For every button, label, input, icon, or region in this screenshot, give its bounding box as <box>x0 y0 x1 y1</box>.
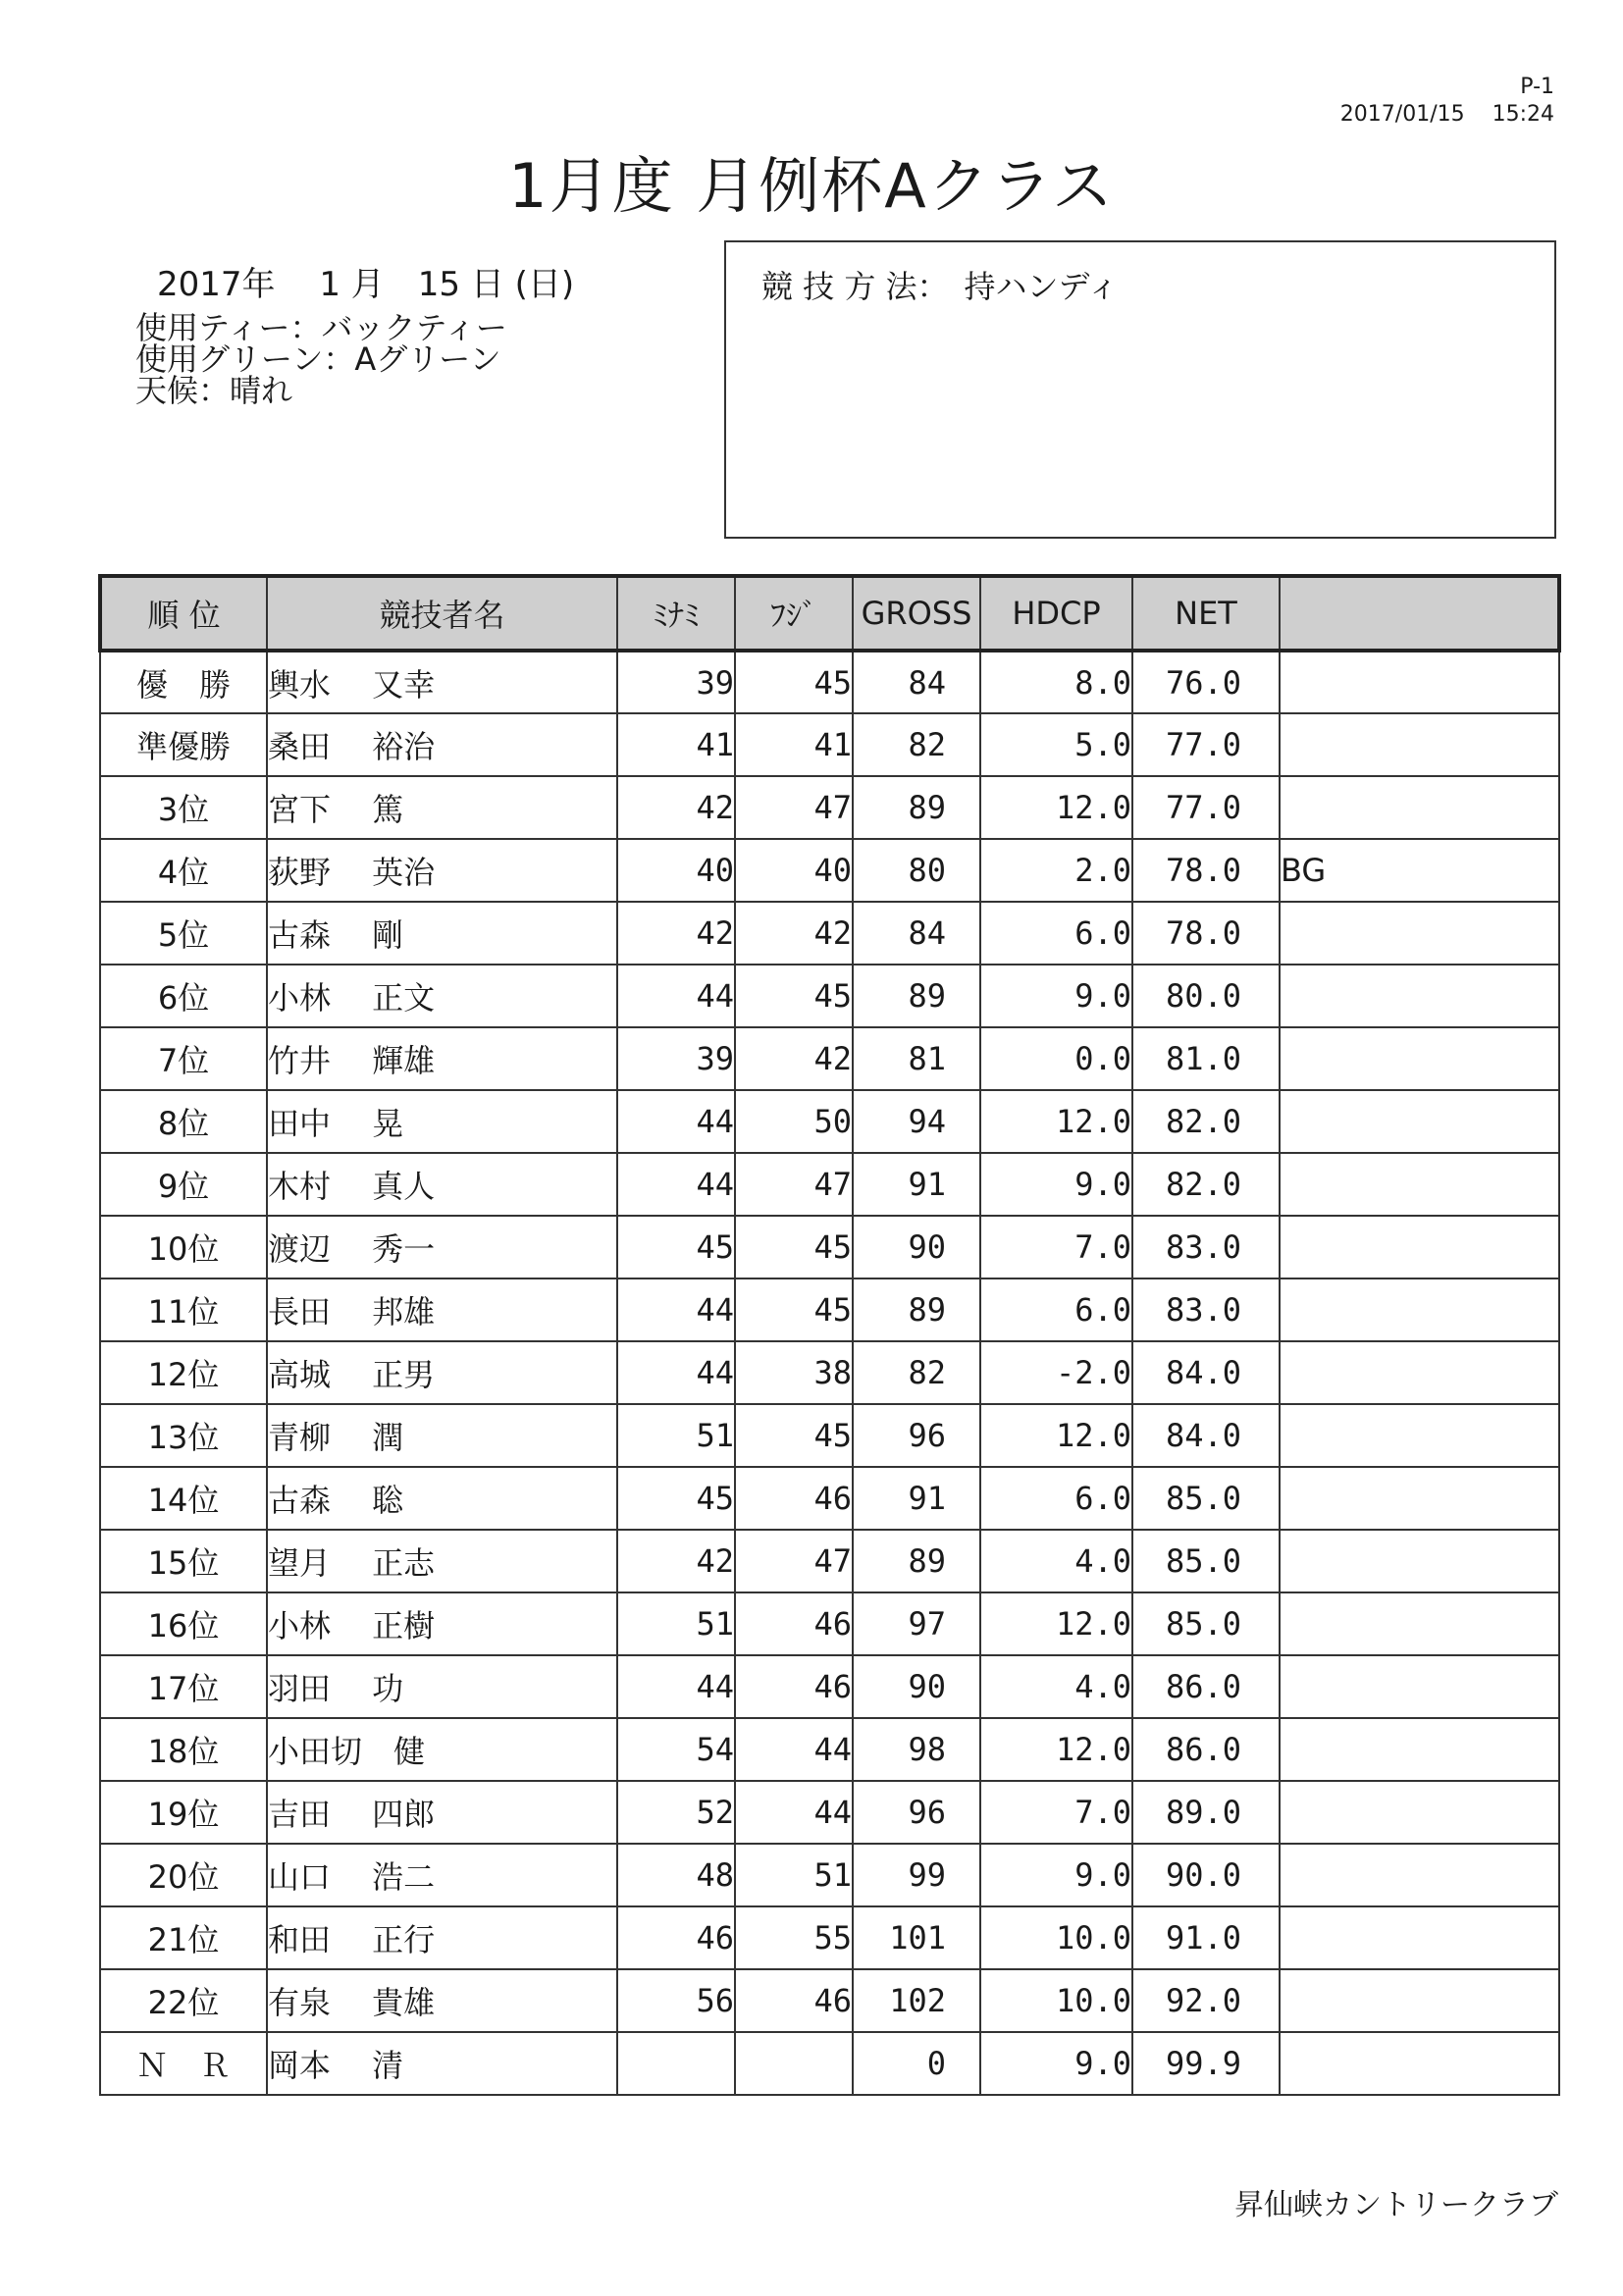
cell-gross: 96 <box>853 1781 980 1844</box>
cell-rank: 9位 <box>100 1153 267 1216</box>
print-time: 15:24 <box>1492 102 1554 127</box>
cell-player-name: 小林 正文 <box>267 965 617 1027</box>
header-note <box>1280 576 1559 651</box>
cell-player-name: 竹井 輝雄 <box>267 1027 617 1090</box>
print-date: 2017/01/15 <box>1339 102 1465 127</box>
table-row <box>100 1153 1559 1216</box>
cell-player-name: 輿水 又幸 <box>267 651 617 713</box>
cell-rank: 6位 <box>100 965 267 1027</box>
cell-gross: 89 <box>853 776 980 839</box>
cell-gross: 101 <box>853 1906 980 1969</box>
cell-gross: 89 <box>853 965 980 1027</box>
cell-player-name: 吉田 四郎 <box>267 1781 617 1844</box>
cell-minami: 45 <box>617 1467 735 1530</box>
cell-note <box>1280 1592 1559 1655</box>
weather-info: 天候：晴れ <box>135 372 293 409</box>
cell-note <box>1280 1844 1559 1906</box>
tee-info: 使用ティー：バックティー <box>135 309 507 346</box>
cell-gross: 82 <box>853 713 980 776</box>
cell-rank: 19位 <box>100 1781 267 1844</box>
green-info: 使用グリーン：Aグリーン <box>135 340 501 378</box>
cell-rank: 14位 <box>100 1467 267 1530</box>
table-row <box>100 965 1559 1027</box>
cell-minami: 42 <box>617 1530 735 1592</box>
cell-minami: 51 <box>617 1592 735 1655</box>
header-minami: ﾐﾅﾐ <box>617 576 735 651</box>
cell-rank: 3位 <box>100 776 267 839</box>
cell-net: 85.0 <box>1132 1467 1280 1530</box>
table-row <box>100 1027 1559 1090</box>
cell-minami: 39 <box>617 651 735 713</box>
cell-gross: 89 <box>853 1278 980 1341</box>
cell-hdcp: 10.0 <box>980 1906 1132 1969</box>
cell-minami <box>617 2032 735 2095</box>
cell-player-name: 長田 邦雄 <box>267 1278 617 1341</box>
header-fuji: ﾌｼﾞ <box>735 576 853 651</box>
cell-note <box>1280 965 1559 1027</box>
cell-gross: 98 <box>853 1718 980 1781</box>
cell-fuji: 44 <box>735 1718 853 1781</box>
table-row <box>100 1404 1559 1467</box>
cell-hdcp: 12.0 <box>980 1718 1132 1781</box>
cell-note <box>1280 713 1559 776</box>
table-row <box>100 713 1559 776</box>
cell-player-name: 羽田 功 <box>267 1655 617 1718</box>
cell-net: 90.0 <box>1132 1844 1280 1906</box>
cell-net: 78.0 <box>1132 839 1280 902</box>
cell-rank: 7位 <box>100 1027 267 1090</box>
cell-fuji: 46 <box>735 1969 853 2032</box>
cell-hdcp: 7.0 <box>980 1781 1132 1844</box>
cell-net: 84.0 <box>1132 1341 1280 1404</box>
cell-rank: 11位 <box>100 1278 267 1341</box>
cell-net: 83.0 <box>1132 1278 1280 1341</box>
cell-gross: 82 <box>853 1341 980 1404</box>
cell-minami: 39 <box>617 1027 735 1090</box>
cell-rank: 22位 <box>100 1969 267 2032</box>
cell-rank: 17位 <box>100 1655 267 1718</box>
cell-hdcp: 12.0 <box>980 1592 1132 1655</box>
cell-gross: 91 <box>853 1153 980 1216</box>
cell-note <box>1280 1090 1559 1153</box>
table-row <box>100 902 1559 965</box>
cell-minami: 44 <box>617 965 735 1027</box>
print-datetime <box>1340 102 1554 127</box>
cell-minami: 41 <box>617 713 735 776</box>
cell-net: 80.0 <box>1132 965 1280 1027</box>
cell-player-name: 高城 正男 <box>267 1341 617 1404</box>
cell-gross: 97 <box>853 1592 980 1655</box>
cell-net: 77.0 <box>1132 776 1280 839</box>
cell-fuji: 38 <box>735 1341 853 1404</box>
cell-fuji: 42 <box>735 902 853 965</box>
cell-player-name: 和田 正行 <box>267 1906 617 1969</box>
cell-player-name: 青柳 潤 <box>267 1404 617 1467</box>
club-name: 昇仙峡カントリークラブ <box>1234 2188 1558 2222</box>
cell-hdcp: 6.0 <box>980 902 1132 965</box>
cell-hdcp: 4.0 <box>980 1655 1132 1718</box>
cell-gross: 84 <box>853 902 980 965</box>
cell-note <box>1280 1655 1559 1718</box>
event-info <box>135 309 507 409</box>
cell-rank: 10位 <box>100 1216 267 1278</box>
cell-note: BG <box>1280 839 1559 902</box>
table-row <box>100 839 1559 902</box>
table-row <box>100 1655 1559 1718</box>
cell-rank: 15位 <box>100 1530 267 1592</box>
cell-note <box>1280 1278 1559 1341</box>
cell-minami: 44 <box>617 1341 735 1404</box>
cell-fuji: 47 <box>735 776 853 839</box>
cell-minami: 56 <box>617 1969 735 2032</box>
table-row <box>100 1906 1559 1969</box>
cell-hdcp: 2.0 <box>980 839 1132 902</box>
cell-gross: 102 <box>853 1969 980 2032</box>
cell-player-name: 渡辺 秀一 <box>267 1216 617 1278</box>
cell-gross: 81 <box>853 1027 980 1090</box>
table-row <box>100 1467 1559 1530</box>
table-row <box>100 1216 1559 1278</box>
cell-rank: 5位 <box>100 902 267 965</box>
cell-minami: 51 <box>617 1404 735 1467</box>
cell-player-name: 有泉 貴雄 <box>267 1969 617 2032</box>
cell-player-name: 山口 浩二 <box>267 1844 617 1906</box>
cell-fuji: 51 <box>735 1844 853 1906</box>
cell-minami: 48 <box>617 1844 735 1906</box>
cell-gross: 91 <box>853 1467 980 1530</box>
cell-minami: 52 <box>617 1781 735 1844</box>
cell-note <box>1280 902 1559 965</box>
cell-fuji: 47 <box>735 1153 853 1216</box>
header-net: NET <box>1132 576 1280 651</box>
cell-fuji: 45 <box>735 1404 853 1467</box>
cell-fuji: 50 <box>735 1090 853 1153</box>
cell-player-name: 古森 剛 <box>267 902 617 965</box>
cell-rank: 優 勝 <box>100 651 267 713</box>
header-rank: 順 位 <box>100 576 267 651</box>
cell-rank: 20位 <box>100 1844 267 1906</box>
cell-hdcp: 7.0 <box>980 1216 1132 1278</box>
cell-net: 76.0 <box>1132 651 1280 713</box>
cell-fuji: 45 <box>735 1278 853 1341</box>
table-row <box>100 776 1559 839</box>
cell-fuji: 40 <box>735 839 853 902</box>
table-row <box>100 1844 1559 1906</box>
cell-net: 86.0 <box>1132 1655 1280 1718</box>
cell-minami: 42 <box>617 902 735 965</box>
cell-fuji: 45 <box>735 651 853 713</box>
cell-player-name: 古森 聡 <box>267 1467 617 1530</box>
table-row <box>100 1530 1559 1592</box>
table-row <box>100 651 1559 713</box>
cell-minami: 40 <box>617 839 735 902</box>
cell-gross: 89 <box>853 1530 980 1592</box>
table-row <box>100 1969 1559 2032</box>
cell-rank: Ｎ Ｒ <box>100 2032 267 2095</box>
cell-player-name: 岡本 清 <box>267 2032 617 2095</box>
cell-player-name: 荻野 英治 <box>267 839 617 902</box>
cell-gross: 80 <box>853 839 980 902</box>
cell-note <box>1280 1027 1559 1090</box>
cell-gross: 94 <box>853 1090 980 1153</box>
cell-minami: 45 <box>617 1216 735 1278</box>
cell-hdcp: 9.0 <box>980 965 1132 1027</box>
cell-hdcp: 0.0 <box>980 1027 1132 1090</box>
cell-net: 85.0 <box>1132 1592 1280 1655</box>
cell-net: 82.0 <box>1132 1090 1280 1153</box>
cell-hdcp: 12.0 <box>980 776 1132 839</box>
cell-player-name: 宮下 篤 <box>267 776 617 839</box>
cell-note <box>1280 1404 1559 1467</box>
cell-net: 89.0 <box>1132 1781 1280 1844</box>
cell-note <box>1280 1530 1559 1592</box>
cell-note <box>1280 776 1559 839</box>
cell-fuji: 47 <box>735 1530 853 1592</box>
method-box <box>724 240 1556 539</box>
cell-net: 99.9 <box>1132 2032 1280 2095</box>
cell-gross: 90 <box>853 1655 980 1718</box>
header-player-name: 競技者名 <box>267 576 617 651</box>
cell-net: 77.0 <box>1132 713 1280 776</box>
cell-rank: 準優勝 <box>100 713 267 776</box>
cell-hdcp: 6.0 <box>980 1278 1132 1341</box>
cell-net: 86.0 <box>1132 1718 1280 1781</box>
cell-net: 91.0 <box>1132 1906 1280 1969</box>
cell-net: 92.0 <box>1132 1969 1280 2032</box>
cell-player-name: 桑田 裕治 <box>267 713 617 776</box>
header-hdcp: HDCP <box>980 576 1132 651</box>
competition-method: 競 技 方 法： 持ハンディ <box>761 268 1119 305</box>
cell-gross: 96 <box>853 1404 980 1467</box>
cell-rank: 18位 <box>100 1718 267 1781</box>
cell-note <box>1280 1781 1559 1844</box>
cell-hdcp: 9.0 <box>980 1844 1132 1906</box>
table-row <box>100 1090 1559 1153</box>
page-number: P-1 <box>1520 75 1554 99</box>
cell-minami: 46 <box>617 1906 735 1969</box>
table-row <box>100 1341 1559 1404</box>
table-row <box>100 1718 1559 1781</box>
cell-hdcp: 12.0 <box>980 1090 1132 1153</box>
cell-player-name: 小田切 健 <box>267 1718 617 1781</box>
cell-fuji: 44 <box>735 1781 853 1844</box>
page-title: 1月度 月例杯Aクラス <box>508 150 1115 222</box>
cell-player-name: 木村 真人 <box>267 1153 617 1216</box>
cell-minami: 44 <box>617 1090 735 1153</box>
cell-player-name: 小林 正樹 <box>267 1592 617 1655</box>
cell-fuji <box>735 2032 853 2095</box>
cell-gross: 84 <box>853 651 980 713</box>
cell-note <box>1280 1906 1559 1969</box>
cell-player-name: 田中 晃 <box>267 1090 617 1153</box>
cell-hdcp: 9.0 <box>980 2032 1132 2095</box>
cell-net: 81.0 <box>1132 1027 1280 1090</box>
cell-net: 85.0 <box>1132 1530 1280 1592</box>
cell-net: 84.0 <box>1132 1404 1280 1467</box>
cell-rank: 12位 <box>100 1341 267 1404</box>
cell-fuji: 42 <box>735 1027 853 1090</box>
cell-gross: 0 <box>853 2032 980 2095</box>
cell-minami: 44 <box>617 1153 735 1216</box>
cell-minami: 54 <box>617 1718 735 1781</box>
cell-note <box>1280 1969 1559 2032</box>
cell-fuji: 45 <box>735 965 853 1027</box>
cell-gross: 99 <box>853 1844 980 1906</box>
cell-hdcp: 5.0 <box>980 713 1132 776</box>
header-gross: GROSS <box>853 576 980 651</box>
cell-hdcp: 6.0 <box>980 1467 1132 1530</box>
cell-fuji: 46 <box>735 1655 853 1718</box>
cell-note <box>1280 1153 1559 1216</box>
cell-gross: 90 <box>853 1216 980 1278</box>
cell-hdcp: 8.0 <box>980 651 1132 713</box>
cell-net: 83.0 <box>1132 1216 1280 1278</box>
cell-rank: 21位 <box>100 1906 267 1969</box>
cell-note <box>1280 1216 1559 1278</box>
cell-player-name: 望月 正志 <box>267 1530 617 1592</box>
cell-fuji: 46 <box>735 1467 853 1530</box>
table-row <box>100 1278 1559 1341</box>
cell-hdcp: 4.0 <box>980 1530 1132 1592</box>
cell-rank: 16位 <box>100 1592 267 1655</box>
event-date: 2017年 1 月 15 日 (日) <box>157 265 575 304</box>
cell-hdcp: 12.0 <box>980 1404 1132 1467</box>
cell-rank: 4位 <box>100 839 267 902</box>
cell-minami: 42 <box>617 776 735 839</box>
cell-note <box>1280 1718 1559 1781</box>
cell-note <box>1280 1341 1559 1404</box>
cell-minami: 44 <box>617 1655 735 1718</box>
cell-rank: 13位 <box>100 1404 267 1467</box>
table-row <box>100 1781 1559 1844</box>
cell-fuji: 45 <box>735 1216 853 1278</box>
cell-fuji: 55 <box>735 1906 853 1969</box>
table-row <box>100 1592 1559 1655</box>
cell-hdcp: 10.0 <box>980 1969 1132 2032</box>
cell-minami: 44 <box>617 1278 735 1341</box>
cell-fuji: 46 <box>735 1592 853 1655</box>
cell-net: 82.0 <box>1132 1153 1280 1216</box>
table-header-row <box>100 576 1559 651</box>
cell-net: 78.0 <box>1132 902 1280 965</box>
cell-fuji: 41 <box>735 713 853 776</box>
table-row <box>100 2032 1559 2095</box>
cell-note <box>1280 1467 1559 1530</box>
cell-note <box>1280 2032 1559 2095</box>
results-table <box>98 574 1561 2096</box>
cell-rank: 8位 <box>100 1090 267 1153</box>
cell-hdcp: -2.0 <box>980 1341 1132 1404</box>
cell-note <box>1280 651 1559 713</box>
cell-hdcp: 9.0 <box>980 1153 1132 1216</box>
